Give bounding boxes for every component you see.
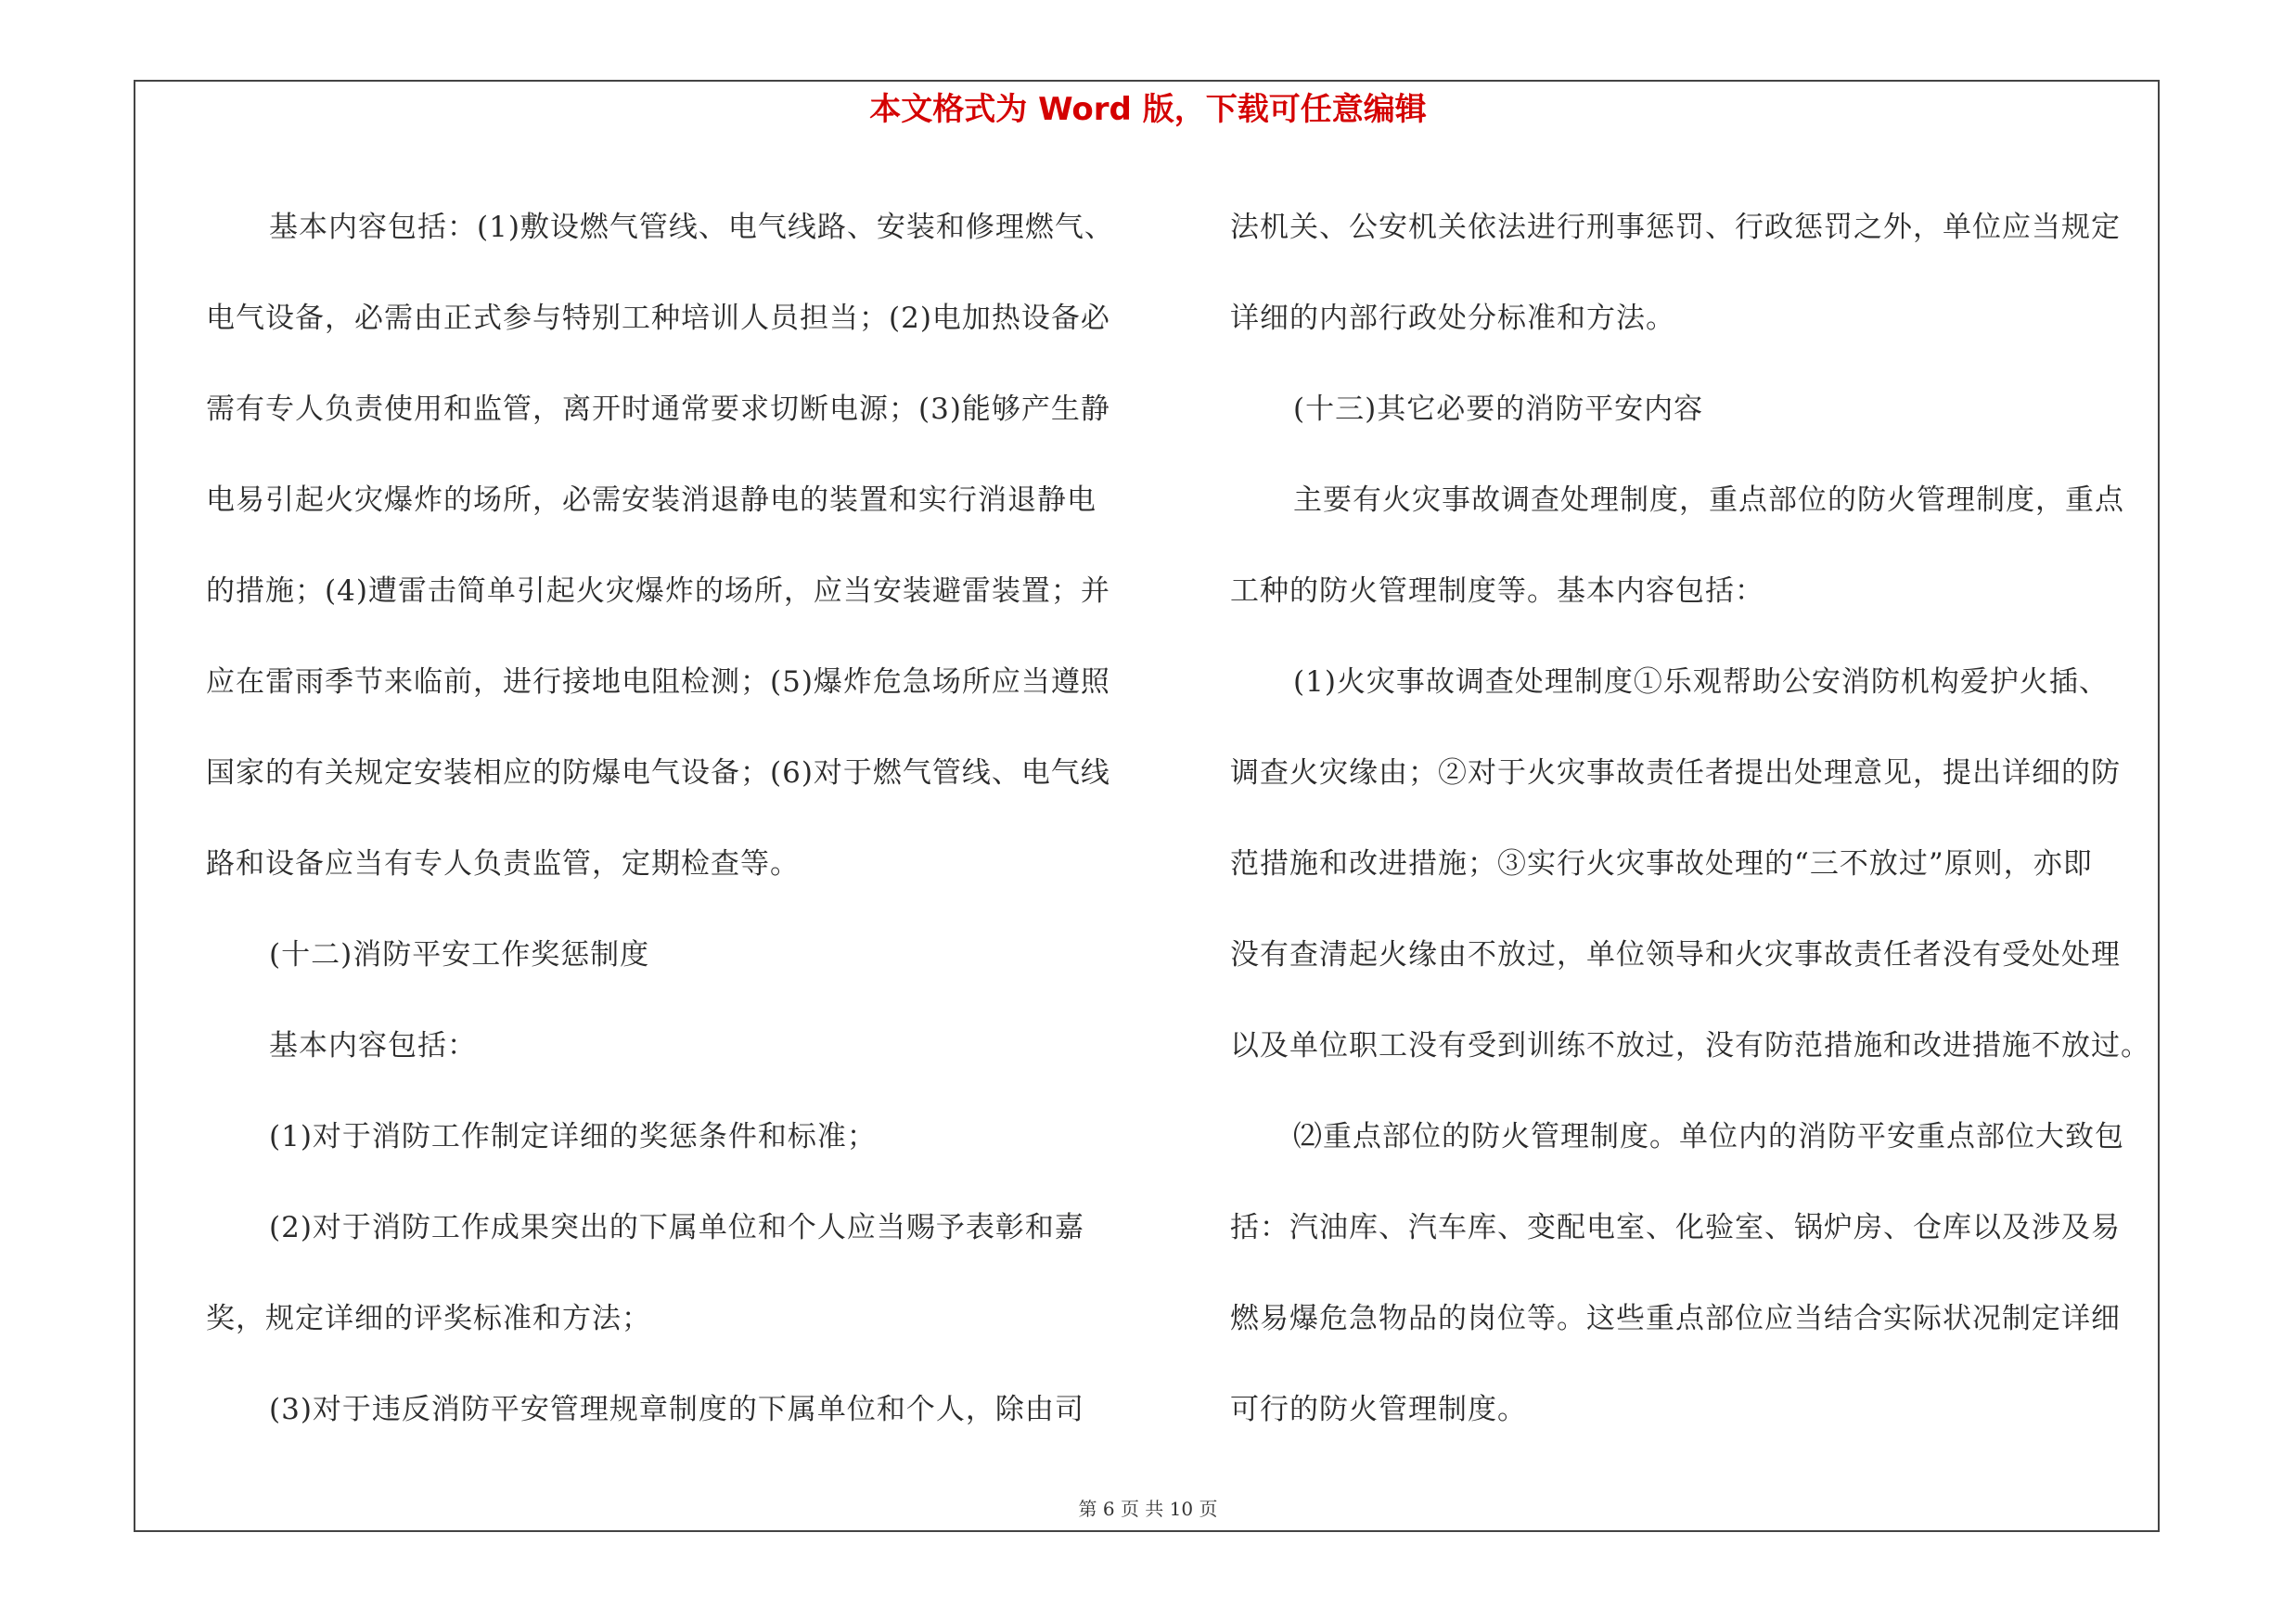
paragraph-line: (2)对于消防工作成果突出的下属单位和个人应当赐予表彰和嘉: [269, 1211, 1084, 1244]
paragraph-line: 电易引起火灾爆炸的场所，必需安装消退静电的装置和实行消退静电: [206, 483, 1097, 517]
paragraph-line: 法机关、公安机关依法进行刑事惩罚、行政惩罚之外，单位应当规定: [1230, 211, 2121, 244]
section-heading: (十二)消防平安工作奖惩制度: [269, 938, 650, 972]
paragraph-line: 调查火灾缘由；②对于火灾事故责任者提出处理意见，提出详细的防: [1230, 756, 2121, 790]
right-text-column: [1230, 182, 2161, 1455]
paragraph-line: 奖，规定详细的评奖标准和方法；: [206, 1302, 651, 1335]
left-text-column: [206, 182, 1124, 1455]
paragraph-line: 没有查清起火缘由不放过，单位领导和火灾事故责任者没有受处处理: [1230, 938, 2121, 972]
paragraph-line: ⑵重点部位的防火管理制度。单位内的消防平安重点部位大致包: [1293, 1120, 2124, 1153]
paragraph-line: 燃易爆危急物品的岗位等。这些重点部位应当结合实际状况制定详细: [1230, 1302, 2121, 1335]
paragraph-line: (3)对于违反消防平安管理规章制度的下属单位和个人，除由司: [269, 1393, 1084, 1426]
paragraph-line: 工种的防火管理制度等。基本内容包括：: [1230, 574, 1764, 608]
section-heading: (十三)其它必要的消防平安内容: [1293, 393, 1704, 426]
paragraph-line: 国家的有关规定安装相应的防爆电气设备；(6)对于燃气管线、电气线: [206, 756, 1110, 790]
paragraph-line: 基本内容包括：: [269, 1029, 477, 1063]
page-number: 第 6 页 共 10 页: [1078, 1498, 1218, 1520]
paragraph-line: 的措施；(4)遭雷击简单引起火灾爆炸的场所，应当安装避雷装置；并: [206, 574, 1110, 608]
paragraph-line: 路和设备应当有专人负责监管，定期检查等。: [206, 847, 800, 881]
paragraph-line: 电气设备，必需由正式参与特别工种培训人员担当；(2)电加热设备必: [206, 302, 1110, 335]
paragraph-line: 基本内容包括：(1)敷设燃气管线、电气线路、安装和修理燃气、: [269, 211, 1114, 244]
paragraph-line: (1)对于消防工作制定详细的奖惩条件和标准；: [269, 1120, 877, 1153]
paragraph-line: 主要有火灾事故调查处理制度，重点部位的防火管理制度，重点: [1293, 483, 2124, 517]
paragraph-line: 以及单位职工没有受到训练不放过，没有防范措施和改进措施不放过。: [1230, 1029, 2150, 1063]
paragraph-line: 括：汽油库、汽车库、变配电室、化验室、锅炉房、仓库以及涉及易: [1230, 1211, 2121, 1244]
paragraph-line: 可行的防火管理制度。: [1230, 1393, 1527, 1426]
paragraph-line: 需有专人负责使用和监管，离开时通常要求切断电源；(3)能够产生静: [206, 393, 1110, 426]
word-format-banner: 本文格式为 Word 版，下载可任意编辑: [869, 91, 1427, 128]
paragraph-line: (1)火灾事故调查处理制度①乐观帮助公安消防机构爱护火插、: [1293, 665, 2109, 699]
paragraph-line: 详细的内部行政处分标准和方法。: [1230, 302, 1675, 335]
paragraph-line: 范措施和改进措施；③实行火灾事故处理的“三不放过”原则，亦即: [1230, 847, 2093, 881]
paragraph-line: 应在雷雨季节来临前，进行接地电阻检测；(5)爆炸危急场所应当遵照: [206, 665, 1110, 699]
